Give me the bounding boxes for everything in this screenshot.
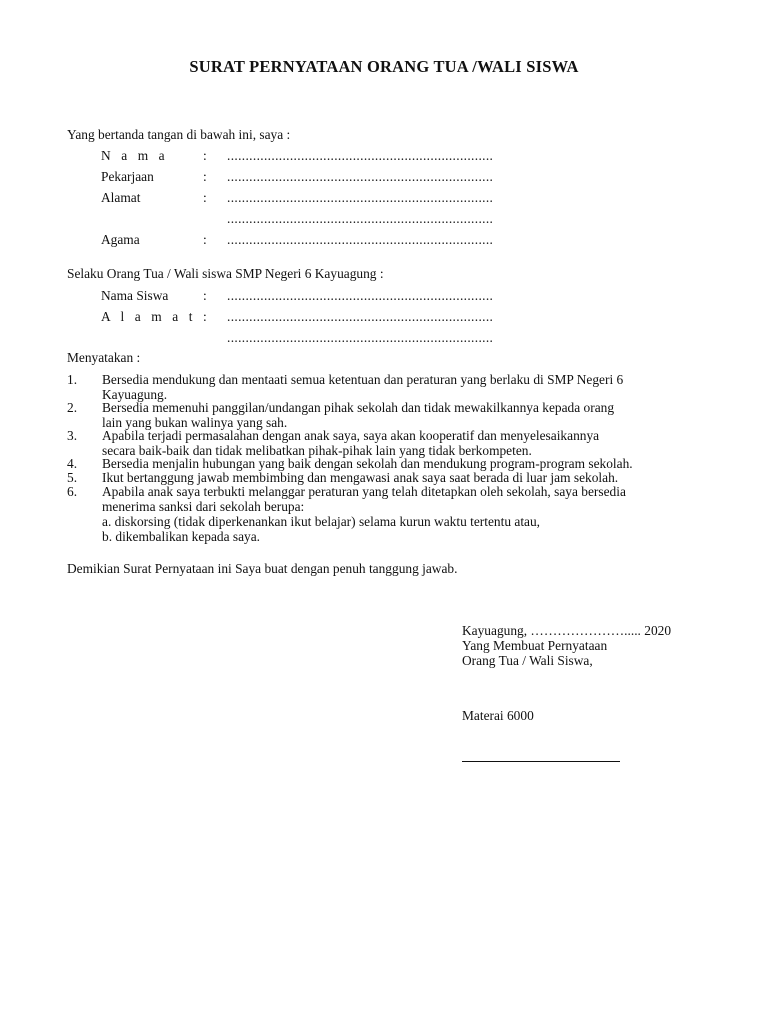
item-number: 3.: [67, 428, 78, 443]
field-label: Pekarjaan: [101, 169, 154, 184]
fill-in-dots[interactable]: ........................................................................: [227, 211, 494, 226]
item-text: [102, 400, 701, 430]
field-label: Agama: [101, 232, 140, 247]
field-label: Alamat: [101, 190, 141, 205]
fill-in-dots[interactable]: ........................................................................: [227, 169, 494, 184]
item-line: Bersedia memenuhi panggilan/undangan pihak sekolah dan tidak mewakilkannya kepada orang: [102, 400, 615, 415]
item-line: secara baik-baik dan tidak melibatkan pihak-pihak lain yang tidak berkompeten.: [102, 443, 532, 458]
role-label: Orang Tua / Wali Siswa,: [462, 653, 593, 668]
item-line: b. dikembalikan kepada saya.: [102, 529, 261, 544]
item-line: Apabila terjadi permasalahan dengan anak saya, saya akan kooperatif dan menyelesaikannya: [102, 428, 600, 443]
guardian-intro-text: Selaku Orang Tua / Wali siswa SMP Negeri 6 Kayuagung :: [67, 266, 384, 281]
field-colon: :: [203, 288, 207, 303]
item-text: [102, 428, 701, 458]
field-colon: :: [203, 148, 207, 163]
stamp-label: Materai 6000: [462, 708, 534, 723]
declare-label: Menyatakan :: [67, 350, 141, 365]
field-label: Nama Siswa: [101, 288, 169, 303]
fill-in-dots[interactable]: ........................................................................: [227, 148, 494, 163]
item-text: [102, 372, 701, 402]
signature-line[interactable]: [462, 761, 620, 762]
field-colon: :: [203, 309, 207, 324]
fill-in-dots[interactable]: ........................................................................: [227, 288, 494, 303]
place-date: Kayuagung, …………………..... 2020: [462, 623, 672, 638]
item-line: Apabila anak saya terbukti melanggar peraturan yang telah ditetapkan oleh sekolah, saya bersedia: [102, 484, 626, 499]
item-line: Kayuagung.: [102, 387, 168, 402]
item-number: 2.: [67, 400, 78, 415]
fill-in-dots[interactable]: ........................................................................: [227, 330, 494, 345]
item-text: [102, 484, 701, 544]
item-line: Bersedia mendukung dan mentaati semua ketentuan dan peraturan yang berlaku di SMP Negeri 6: [102, 372, 624, 387]
field-colon: :: [203, 190, 207, 205]
fill-in-dots[interactable]: ........................................................................: [227, 190, 494, 205]
document-title: SURAT PERNYATAAN ORANG TUA /WALI SISWA: [189, 57, 579, 76]
item-line: menerima sanksi dari sekolah berupa:: [102, 499, 305, 514]
item-line: lain yang bukan walinya yang sah.: [102, 415, 288, 430]
item-line: a. diskorsing (tidak diperkenankan ikut belajar) selama kurun waktu tertentu atau,: [102, 514, 541, 529]
field-colon: :: [203, 232, 207, 247]
fill-in-dots[interactable]: ........................................................................: [227, 309, 494, 324]
item-line: Bersedia menjalin hubungan yang baik dengan sekolah dan mendukung program-program sekolah.: [102, 456, 633, 471]
maker-label: Yang Membuat Pernyataan: [462, 638, 608, 653]
intro-text: Yang bertanda tangan di bawah ini, saya :: [67, 127, 291, 142]
item-text: [102, 470, 701, 485]
item-number: 4.: [67, 456, 78, 471]
field-colon: :: [203, 169, 207, 184]
item-text: [102, 456, 701, 471]
item-number: 5.: [67, 470, 78, 485]
field-label: N a m a: [101, 148, 169, 163]
item-number: 1.: [67, 372, 78, 387]
item-line: Ikut bertanggung jawab membimbing dan mengawasi anak saya saat berada di luar jam sekolah.: [102, 470, 619, 485]
fill-in-dots[interactable]: ........................................................................: [227, 232, 494, 247]
closing-text: Demikian Surat Pernyataan ini Saya buat dengan penuh tanggung jawab.: [67, 561, 458, 576]
field-label: A l a m a t: [101, 309, 197, 324]
item-number: 6.: [67, 484, 78, 499]
